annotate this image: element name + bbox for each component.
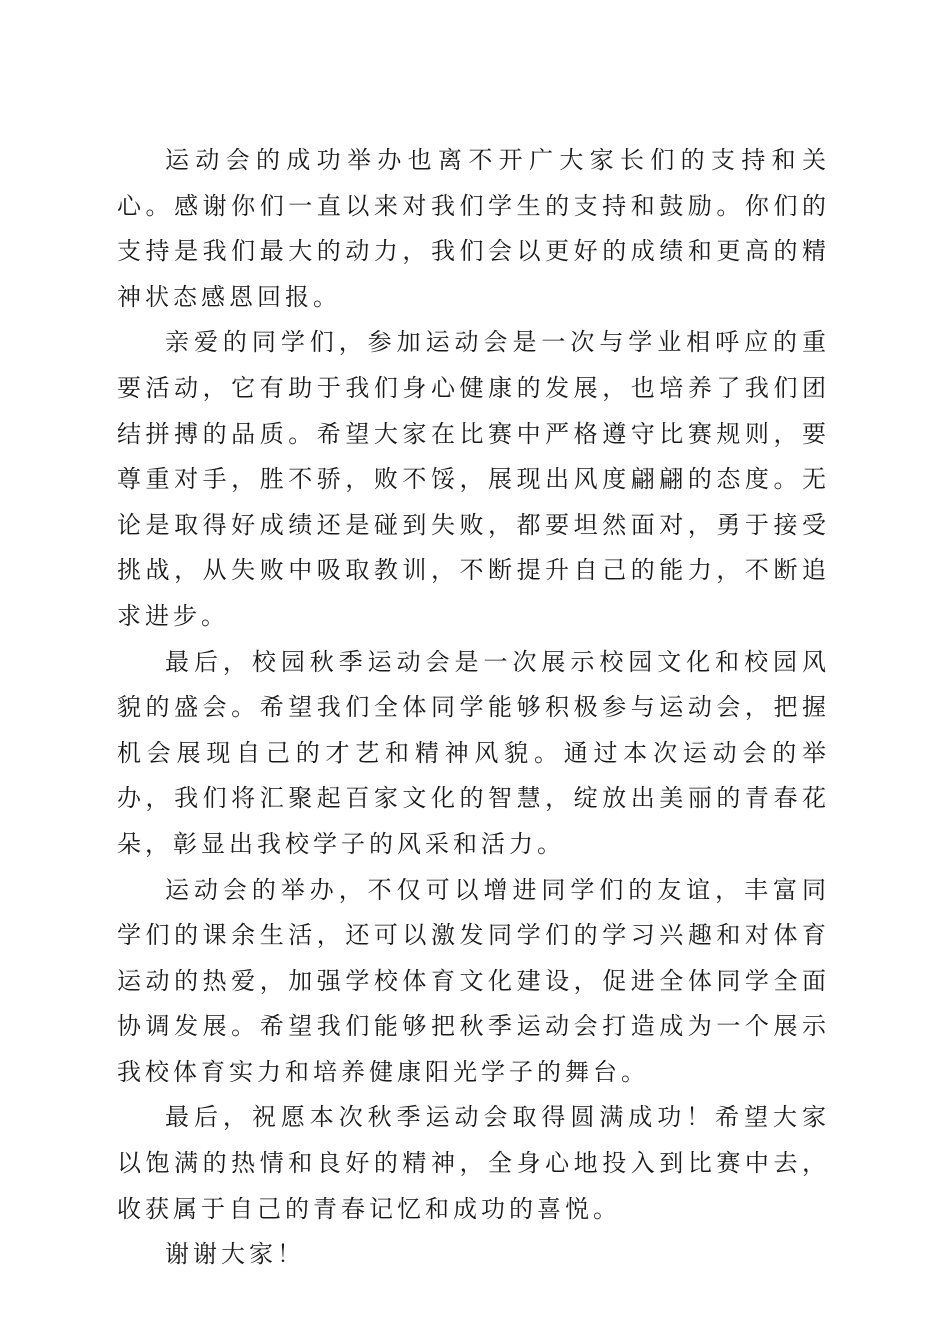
paragraph-campus-culture: 最后，校园秋季运动会是一次展示校园文化和校园风貌的盛会。希望我们全体同学能够积极参与运动会，把握机会展现自己的才艺和精神风貌。通过本次运动会的举办，我们将汇聚起百家文化的智慧，绽放出美丽的青春花朵，彰显出我校学子的风采和活力。 <box>117 647 830 858</box>
paragraph-wishes: 最后，祝愿本次秋季运动会取得圆满成功！希望大家以饱满的热情和良好的精神，全身心地投入到比赛中去，收获属于自己的青春记忆和成功的喜悦。 <box>117 1103 830 1223</box>
paragraph-benefits: 运动会的举办，不仅可以增进同学们的友谊，丰富同学们的课余生活，还可以激发同学们的学习兴趣和对体育运动的热爱，加强学校体育文化建设，促进全体同学全面协调发展。希望我们能够把秋季运动会打造成为一个展示我校体育实力和培养健康阳光学子的舞台。 <box>117 875 830 1086</box>
paragraph-closing: 谢谢大家！ <box>165 1240 305 1269</box>
paragraph-parents-thanks: 运动会的成功举办也离不开广大家长们的支持和关心。感谢你们一直以来对我们学生的支持和鼓励。你们的支持是我们最大的动力，我们会以更好的成绩和更高的精神状态感恩回报。 <box>117 146 830 311</box>
paragraph-students-sportsmanship: 亲爱的同学们，参加运动会是一次与学业相呼应的重要活动，它有助于我们身心健康的发展，也培养了我们团结拼搏的品质。希望大家在比赛中严格遵守比赛规则，要尊重对手，胜不骄，败不馁，展现出风度翩翩的态度。无论是取得好成绩还是碰到失败，都要坦然面对，勇于接受挑战，从失败中吸取教训，不断提升自己的能力，不断追求进步。 <box>117 328 830 630</box>
document-body <box>117 138 830 1278</box>
